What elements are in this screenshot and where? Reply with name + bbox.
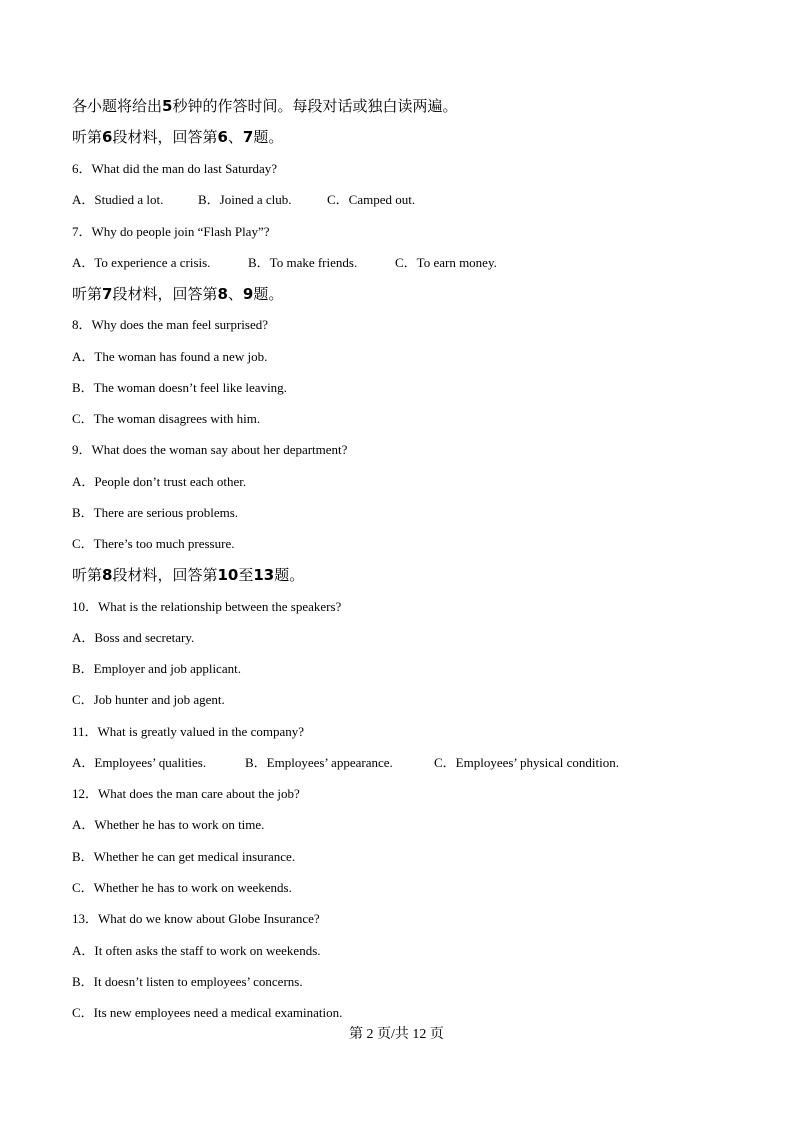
- page-number-footer: 第 2 页/共 12 页: [349, 1027, 444, 1042]
- section-question-end: 9: [242, 285, 254, 303]
- question-8-option-a: A．The woman has found a new job.: [72, 349, 268, 364]
- section-separator: 、: [227, 285, 243, 303]
- instructions-line: [72, 96, 457, 116]
- section-6-header: [72, 127, 283, 147]
- question-12: 12．What does the man care about the job?: [72, 786, 300, 801]
- section-prefix: 听第: [72, 285, 103, 303]
- section-number: 8: [102, 566, 113, 584]
- question-12-option-c: C．Whether he has to work on weekends.: [72, 880, 292, 895]
- question-7: 7．Why do people join “Flash Play”?: [72, 224, 270, 239]
- question-6: 6．What did the man do last Saturday?: [72, 161, 278, 176]
- question-8: 8．Why does the man feel surprised?: [72, 317, 269, 332]
- question-9-option-b: B．There are serious problems.: [72, 505, 239, 520]
- section-prefix: 听第: [72, 128, 103, 146]
- option-b: B．To make friends.: [248, 255, 358, 270]
- option-a: A．Employees’ qualities.: [72, 755, 207, 770]
- question-12-option-b: B．Whether he can get medical insurance.: [72, 849, 296, 864]
- section-separator: 、: [227, 128, 243, 146]
- option-c: C．To earn money.: [395, 255, 497, 270]
- question-13-option-c: C．Its new employees need a medical examination.: [72, 1005, 343, 1020]
- section-question-start: 6: [217, 128, 228, 146]
- option-a: A．Studied a lot.: [72, 192, 164, 207]
- option-c: C．Employees’ physical condition.: [434, 755, 619, 770]
- section-suffix: 题。: [274, 566, 305, 584]
- section-question-end: 7: [242, 128, 254, 146]
- option-b: B．Employees’ appearance.: [245, 755, 393, 770]
- section-question-end: 13: [253, 566, 275, 584]
- section-number: 6: [102, 128, 113, 146]
- section-question-start: 8: [217, 285, 228, 303]
- option-a: A．To experience a crisis.: [72, 255, 211, 270]
- section-suffix: 题。: [253, 285, 284, 303]
- question-8-option-b: B．The woman doesn’t feel like leaving.: [72, 380, 287, 395]
- section-mid: 段材料，回答第: [112, 566, 218, 584]
- question-10: 10．What is the relationship between the speakers?: [72, 599, 342, 614]
- question-13: 13．What do we know about Globe Insurance?: [72, 911, 320, 926]
- question-9: 9．What does the woman say about her department?: [72, 442, 348, 457]
- question-10-option-c: C．Job hunter and job agent.: [72, 692, 225, 707]
- question-8-option-c: C．The woman disagrees with him.: [72, 411, 261, 426]
- question-9-option-a: A．People don’t trust each other.: [72, 474, 247, 489]
- question-10-option-b: B．Employer and job applicant.: [72, 661, 241, 676]
- section-question-start: 10: [217, 566, 239, 584]
- section-7-header: [72, 284, 283, 304]
- question-11: 11．What is greatly valued in the company?: [72, 724, 305, 739]
- instructions-text-end: 秒钟的作答时间。每段对话或独白读两遍。: [172, 97, 458, 115]
- section-mid: 段材料，回答第: [112, 285, 218, 303]
- section-prefix: 听第: [72, 566, 103, 584]
- option-c: C．Camped out.: [327, 192, 416, 207]
- question-13-option-b: B．It doesn’t listen to employees’ concerns.: [72, 974, 303, 989]
- instructions-text: 各小题将给出: [72, 97, 163, 115]
- section-number: 7: [102, 285, 113, 303]
- section-mid: 段材料，回答第: [112, 128, 218, 146]
- section-8-header: [72, 565, 304, 585]
- question-10-option-a: A．Boss and secretary.: [72, 630, 195, 645]
- question-12-option-a: A．Whether he has to work on time.: [72, 817, 265, 832]
- instructions-seconds: 5: [162, 97, 173, 115]
- option-b: B．Joined a club.: [198, 192, 292, 207]
- question-6-options: [72, 191, 415, 209]
- question-9-option-c: C．There’s too much pressure.: [72, 536, 235, 551]
- section-suffix: 题。: [253, 128, 284, 146]
- question-7-options: [72, 254, 497, 272]
- question-11-options: [72, 754, 619, 772]
- question-13-option-a: A．It often asks the staff to work on weekends.: [72, 943, 321, 958]
- section-separator: 至: [238, 566, 254, 584]
